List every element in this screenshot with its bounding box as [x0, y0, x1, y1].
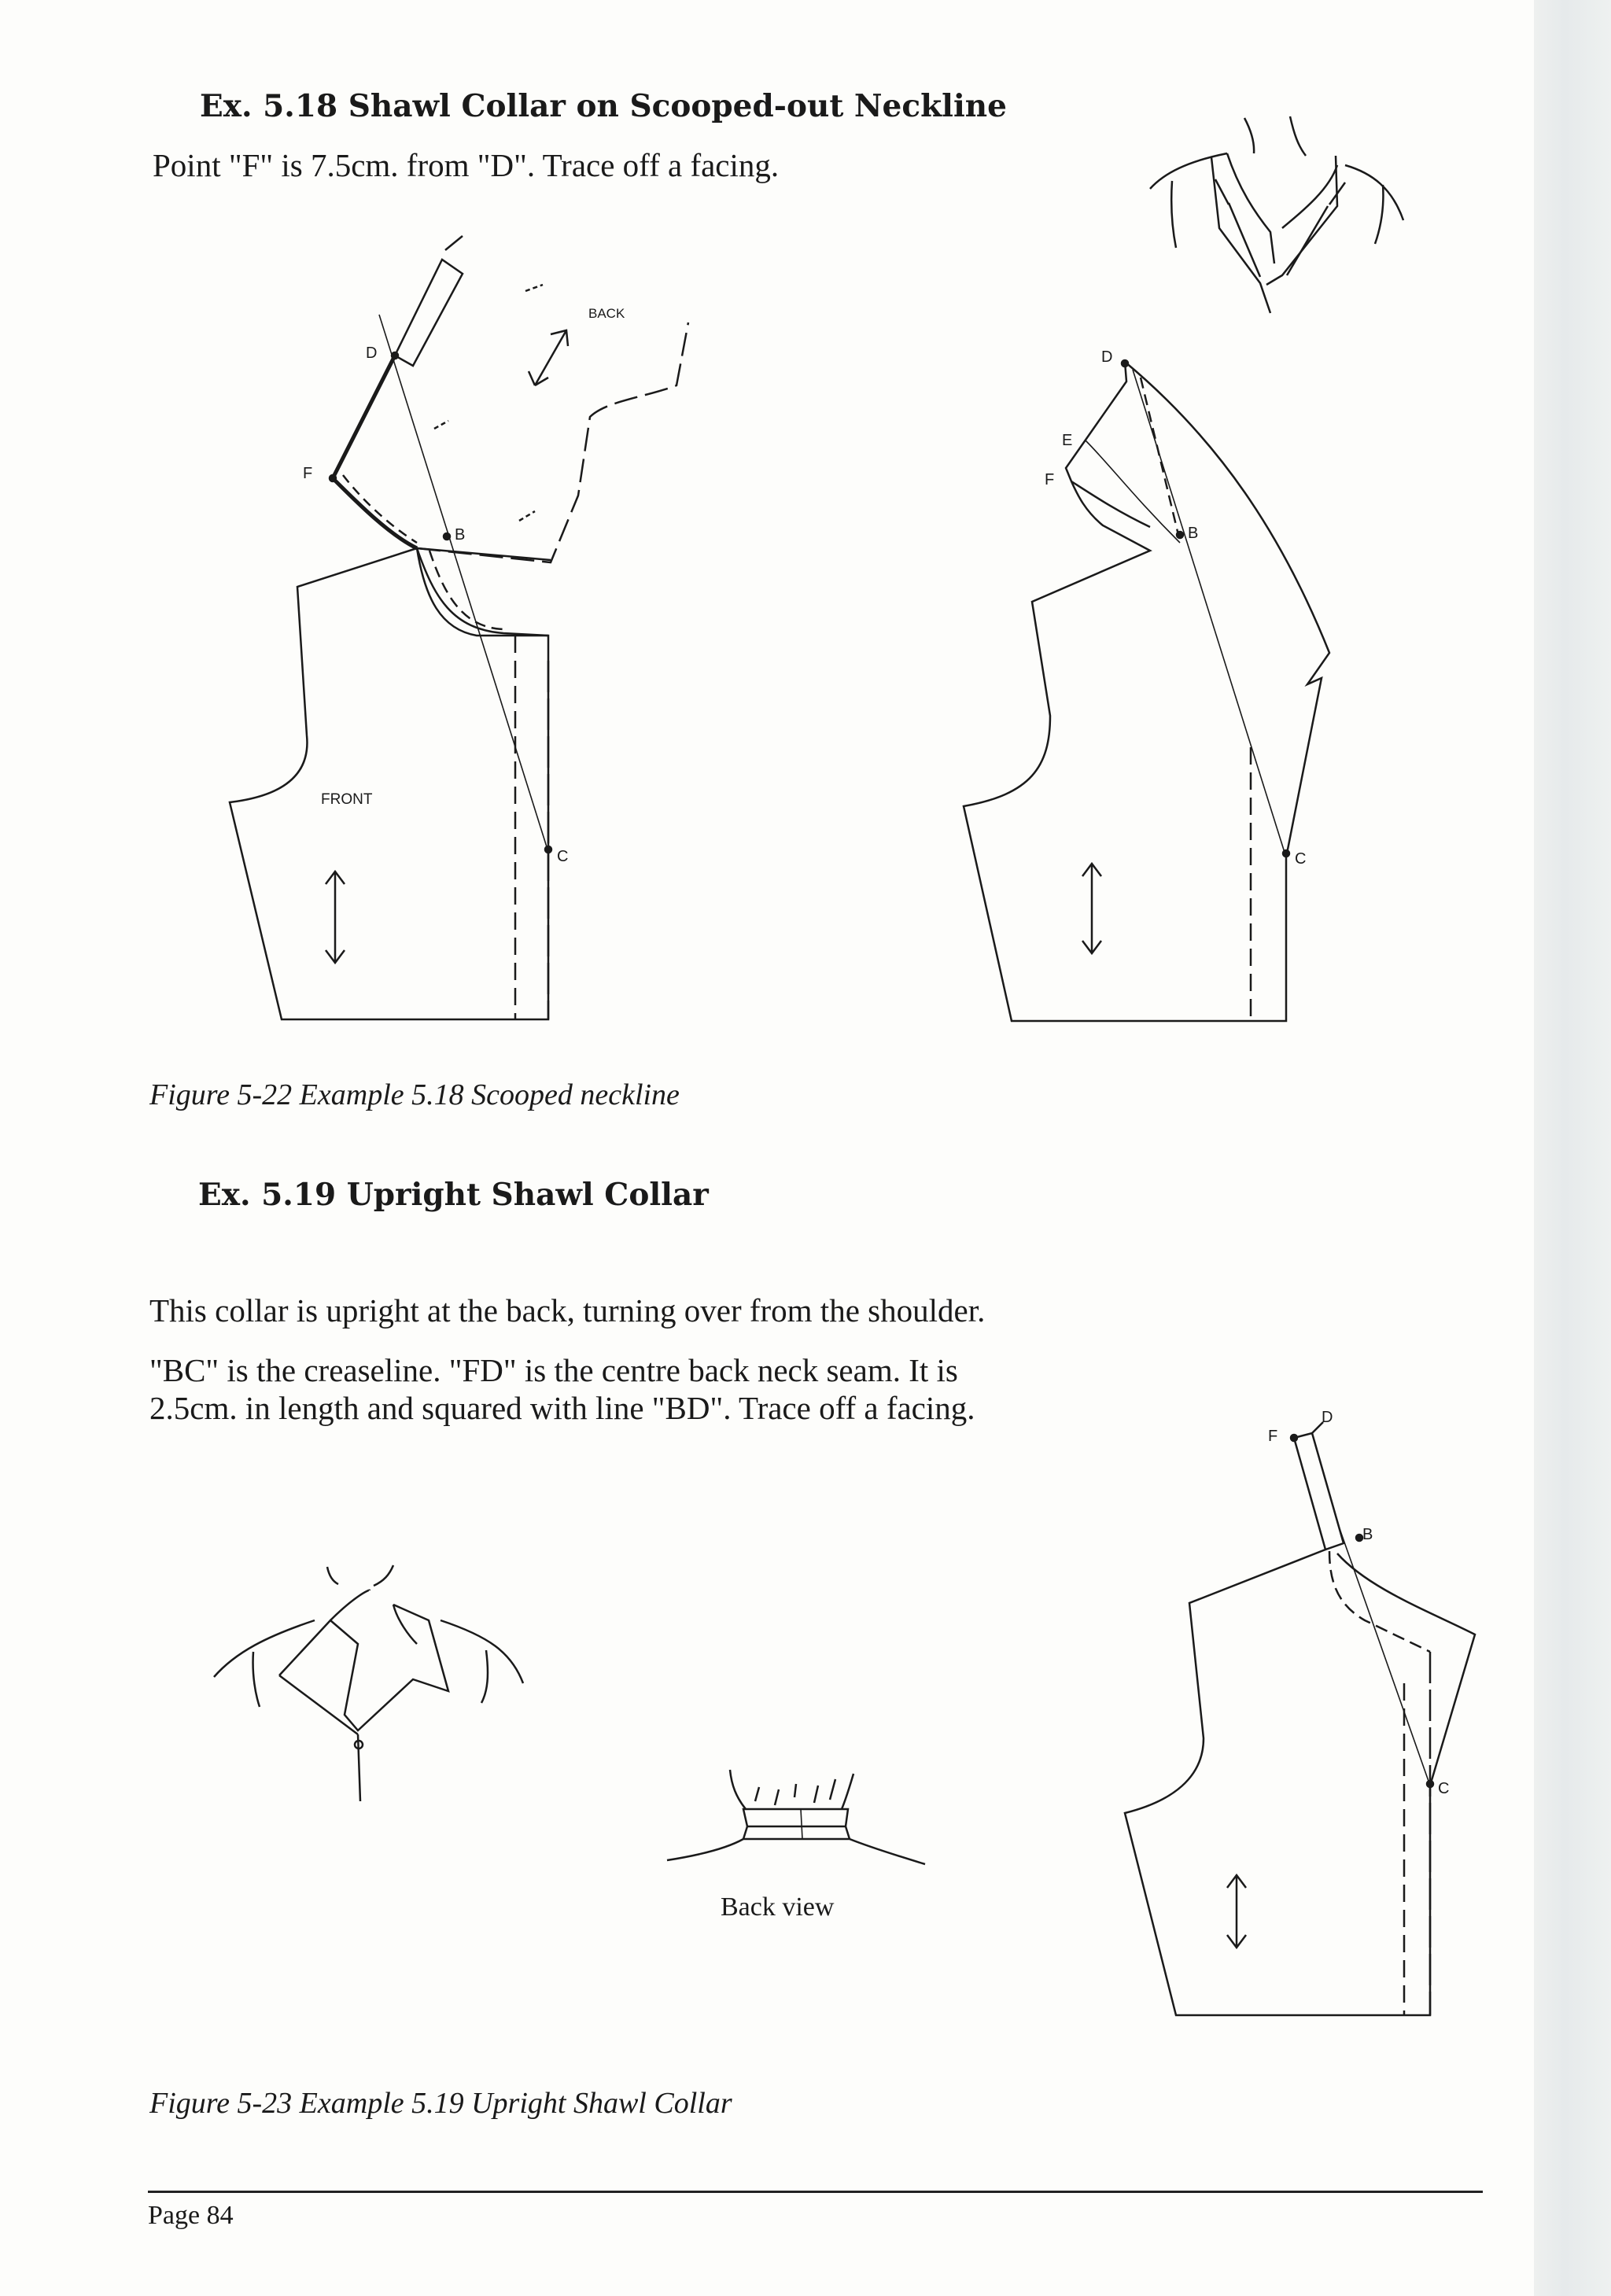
- ex519-line3: 2.5cm. in length and squared with line "BD". Trace off a facing.: [149, 1390, 975, 1426]
- footer-rule: [148, 2191, 1483, 2193]
- pattern-creaseline: [1337, 1522, 1430, 1786]
- ex518-heading: Ex. 5.18 Shawl Collar on Scooped-out Neckline: [200, 88, 1007, 124]
- label-d: D: [1322, 1409, 1333, 1426]
- label-c: C: [1295, 850, 1307, 868]
- label-d: D: [366, 345, 378, 362]
- ex519-line2: "BC" is the creaseline. "FD" is the centre back neck seam. It is: [149, 1352, 958, 1388]
- ex519-line1: This collar is upright at the back, turning over from the shoulder.: [149, 1292, 986, 1329]
- pattern-outline: [1125, 1550, 1475, 2015]
- figure-523-collar-sketch: [205, 1561, 535, 1805]
- back-view-label: Back view: [721, 1892, 835, 1922]
- label-back: BACK: [588, 306, 625, 321]
- right-creaseline: [1133, 370, 1286, 857]
- label-front: FRONT: [321, 791, 373, 808]
- figure-523-caption: Figure 5-23 Example 5.19 Upright Shawl Collar: [149, 2087, 732, 2120]
- creaseline-dc: [379, 315, 548, 852]
- label-c: C: [557, 848, 569, 865]
- figure-523-back-view-sketch: [661, 1762, 928, 1872]
- label-f: F: [1268, 1428, 1278, 1445]
- label-d: D: [1101, 348, 1113, 366]
- figure-522-left-pattern: [205, 228, 708, 1046]
- label-f: F: [303, 465, 313, 482]
- label-b: B: [455, 526, 466, 544]
- scooped-neck-curve: [417, 548, 548, 636]
- collar-stand: [395, 260, 463, 366]
- upright-collar-stand: [1294, 1433, 1344, 1550]
- label-e: E: [1062, 432, 1073, 449]
- figure-522-collar-sketch: [1141, 110, 1408, 322]
- label-c: C: [1438, 1780, 1450, 1797]
- page-edge-shadow: [1534, 0, 1611, 2296]
- ex518-instruction: Point "F" is 7.5cm. from "D". Trace off a facing.: [153, 147, 780, 183]
- collar-outline-bold: [333, 356, 417, 548]
- ex519-heading: Ex. 5.19 Upright Shawl Collar: [198, 1177, 709, 1213]
- label-b: B: [1188, 525, 1199, 542]
- right-bodice-outline: [964, 362, 1329, 1021]
- page-number: Page 84: [148, 2201, 234, 2230]
- label-f: F: [1045, 471, 1055, 488]
- figure-522-right-pattern: [960, 338, 1322, 1030]
- figure-523-pattern: [1117, 1408, 1487, 2021]
- figure-522-caption: Figure 5-22 Example 5.18 Scooped neckline: [149, 1078, 680, 1111]
- label-b: B: [1362, 1526, 1373, 1543]
- front-bodice-outline: [230, 548, 548, 1019]
